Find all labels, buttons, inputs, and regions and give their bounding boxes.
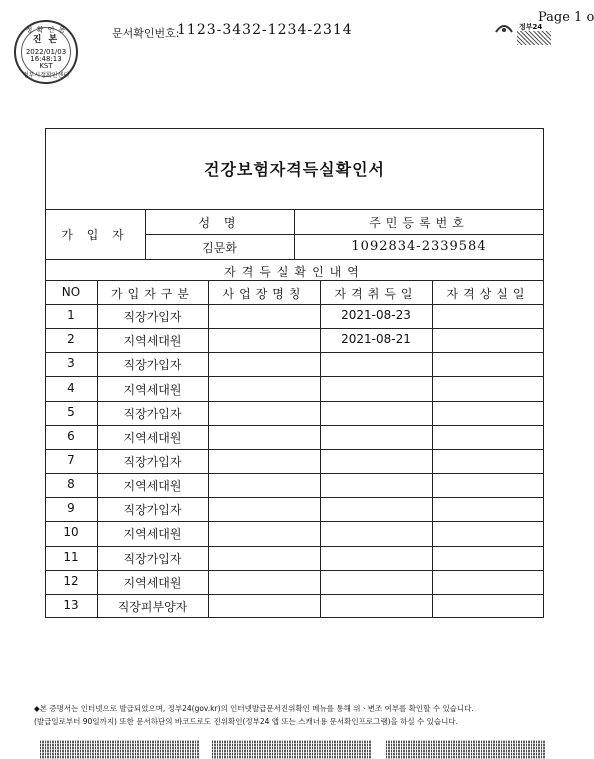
stamp-time: 16:48:13 bbox=[30, 55, 62, 63]
history-title: 자격득실확인내역 bbox=[224, 265, 365, 279]
row-no: 8 bbox=[67, 477, 75, 492]
document-title: 건강보험자격득실확인서 bbox=[203, 160, 386, 179]
divider bbox=[45, 304, 544, 305]
row-no: 9 bbox=[67, 501, 75, 516]
column-header-lost: 자격상실일 bbox=[446, 287, 530, 301]
divider bbox=[45, 259, 544, 260]
gov24-logo-icon bbox=[495, 22, 513, 34]
divider bbox=[45, 546, 544, 547]
stamp-date: 2022/01/03 bbox=[25, 48, 67, 56]
security-pattern bbox=[517, 31, 551, 45]
divider bbox=[45, 521, 544, 522]
stamp-bottom-text: 정부시정확인센터 bbox=[22, 72, 70, 79]
row-type: 직장가입자 bbox=[123, 503, 182, 518]
row-no: 13 bbox=[63, 597, 79, 612]
row-no: 1 bbox=[67, 308, 75, 323]
divider bbox=[45, 449, 544, 450]
id-header: 주민등록번호 bbox=[369, 216, 469, 230]
barcode bbox=[212, 740, 372, 759]
row-no: 10 bbox=[63, 525, 79, 540]
footer-line-1: ◆본 증명서는 인터넷으로 발급되었으며, 정부24(gov.kr)의 인터넷발급문서진위확인 메뉴를 통해 위ㆍ변조 여부를 확인할 수 있습니다. bbox=[34, 704, 474, 713]
name-value: 김문화 bbox=[202, 241, 237, 255]
barcode bbox=[386, 740, 546, 759]
row-no: 6 bbox=[67, 428, 75, 443]
row-no: 7 bbox=[67, 453, 75, 467]
row-type: 지역세대원 bbox=[123, 527, 182, 542]
footer-line-2: (발급일로부터 90일까지) 또한 문서하단의 바코드로도 진위확인(정부24 앱 또는 스캐너용 문서확인프로그램)을 하실 수 있습니다. bbox=[34, 717, 459, 726]
row-no: 12 bbox=[63, 573, 79, 588]
row-type: 직장가입자 bbox=[123, 406, 182, 421]
divider bbox=[45, 473, 544, 474]
doc-number-label: 문서확인번호: bbox=[112, 27, 180, 40]
row-type: 직장피부양자 bbox=[117, 599, 188, 614]
row-type: 직장가입자 bbox=[123, 310, 182, 325]
row-no: 2 bbox=[67, 332, 75, 347]
divider bbox=[45, 497, 544, 498]
divider bbox=[45, 401, 544, 402]
row-type: 지역세대원 bbox=[123, 382, 182, 397]
divider bbox=[45, 594, 544, 595]
column-header-no: NO bbox=[61, 285, 81, 299]
authenticity-stamp bbox=[14, 20, 78, 84]
row-no: 11 bbox=[63, 549, 79, 564]
column-header-acquired: 자격취득일 bbox=[334, 287, 418, 301]
row-type: 직장가입자 bbox=[123, 551, 182, 566]
stamp-top-text: 정 확 인 용 bbox=[25, 26, 67, 34]
gov24-logo-text: 정부24 bbox=[519, 23, 543, 31]
page-number: Page 1 o bbox=[538, 10, 594, 25]
row-type: 직장가입자 bbox=[123, 358, 182, 373]
divider bbox=[45, 328, 544, 329]
row-type: 지역세대원 bbox=[123, 479, 182, 494]
row-no: 5 bbox=[67, 404, 75, 419]
id-value: 1092834-2339584 bbox=[351, 239, 487, 254]
barcode bbox=[40, 740, 200, 759]
divider bbox=[45, 352, 544, 353]
column-header-workplace: 사업장명칭 bbox=[222, 287, 306, 301]
name-header: 성 명 bbox=[198, 216, 241, 230]
row-no: 3 bbox=[67, 356, 75, 371]
row-type: 지역세대원 bbox=[123, 334, 182, 349]
row-acquired-date: 2021-08-21 bbox=[341, 332, 411, 347]
doc-number: 1123-3432-1234-2314 bbox=[177, 22, 353, 38]
divider bbox=[45, 425, 544, 426]
footer-notice bbox=[34, 702, 574, 728]
divider bbox=[145, 234, 544, 235]
gov24-logo bbox=[495, 22, 551, 48]
column-header-type: 가입자구분 bbox=[111, 287, 194, 301]
row-acquired-date: 2021-08-23 bbox=[341, 308, 411, 323]
divider bbox=[45, 376, 544, 377]
divider bbox=[45, 570, 544, 571]
stamp-main-text: 진 본 bbox=[32, 35, 60, 45]
row-type: 직장가입자 bbox=[123, 455, 182, 469]
stamp-timezone: KST bbox=[39, 62, 53, 70]
divider bbox=[45, 280, 544, 281]
row-type: 지역세대원 bbox=[123, 575, 182, 590]
row-type: 지역세대원 bbox=[123, 430, 182, 445]
subscriber-label: 가 입 자 bbox=[61, 228, 129, 242]
row-no: 4 bbox=[67, 380, 75, 395]
